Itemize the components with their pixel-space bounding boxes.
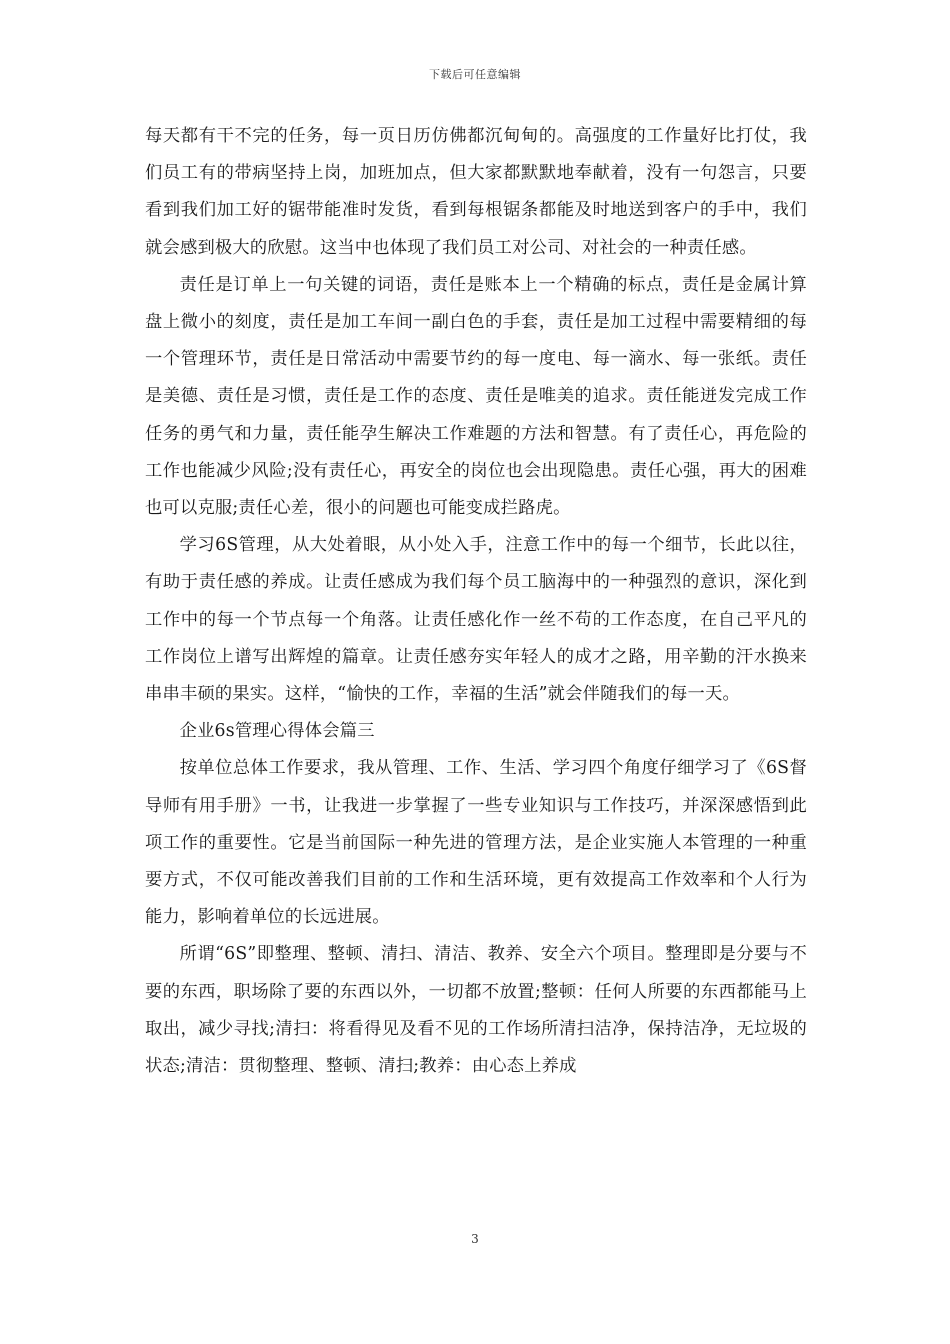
page-number: 3 — [471, 1232, 479, 1246]
paragraph-4: 按单位总体工作要求，我从管理、工作、生活、学习四个角度仔细学习了《6S督导师有用手册》一书，让我进一步掌握了一些专业知识与工作技巧，并深深感悟到此项工作的重要性。它是当前国际一种先进的管理方法，是企业实施人本管理的一种重要方式，不仅可能改善我们目前的工作和生活环境，更有效提高工作效率和个人行为能力，影响着单位的长远进展。 — [145, 758, 807, 928]
paragraph-2: 责任是订单上一句关键的词语，责任是账本上一个精确的标点，责任是金属计算盘上微小的刻度，责任是加工车间一副白色的手套，责任是加工过程中需要精细的每一个管理环节，责任是日常活动中需要节约的每一度电、每一滴水、每一张纸。责任是美德、责任是习惯，责任是工作的态度、责任是唯美的追求。责任能迸发完成工作任务的勇气和力量，责任能孕生解决工作难题的方法和智慧。有了责任心，再危险的工作也能减少风险;没有责任心，再安全的岗位也会出现隐患。责任心强，再大的困难也可以克服;责任心差，很小的问题也可能变成拦路虎。 — [145, 274, 807, 519]
page-header: 下载后可任意编辑 — [429, 68, 521, 81]
paragraph-3: 学习6S管理，从大处着眼，从小处入手，注意工作中的每一个细节，长此以往，有助于责任感的养成。让责任感成为我们每个员工脑海中的一种强烈的意识，深化到工作中的每一个节点每一个角落。让责任感化作一丝不苟的工作态度，在自己平凡的工作岗位上谱写出辉煌的篇章。让责任感夯实年轻人的成才之路，用辛勤的汗水换来串串丰硕的果实。这样，“愉快的工作，幸福的生活”就会伴随我们的每一天。 — [145, 535, 807, 705]
paragraph-1: 每天都有干不完的任务，每一页日历仿佛都沉甸甸的。高强度的工作量好比打仗，我们员工有的带病坚持上岗，加班加点，但大家都默默地奉献着，没有一句怨言，只要看到我们加工好的锯带能准时发货，看到每根锯条都能及时地送到客户的手中，我们就会感到极大的欣慰。这当中也体现了我们员工对公司、对社会的一种责任感。 — [145, 126, 807, 258]
section-heading: 企业6s管理心得体会篇三 — [179, 721, 375, 742]
document-body — [145, 118, 807, 1085]
paragraph-5: 所谓“6S”即整理、整顿、清扫、清洁、教养、安全六个项目。整理即是分要与不要的东西，职场除了要的东西以外，一切都不放置;整顿：任何人所要的东西都能马上取出，减少寻找;清扫：将看得见及看不见的工作场所清扫洁净，保持洁净，无垃圾的状态;清洁：贯彻整理、整顿、清扫;教养：由心态上养成 — [145, 944, 807, 1077]
